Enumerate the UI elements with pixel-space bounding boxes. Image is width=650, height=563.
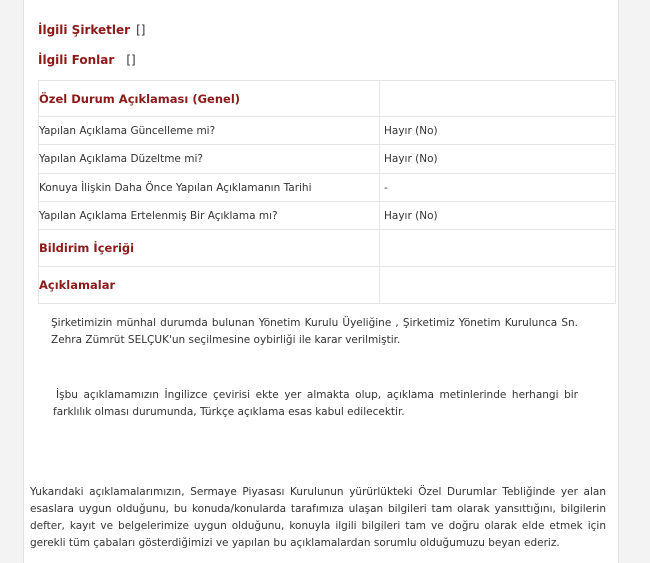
table-row xyxy=(39,267,616,304)
table-row xyxy=(39,81,616,117)
related-companies xyxy=(38,23,145,37)
related-funds-label: İlgili Fonlar xyxy=(38,53,115,67)
row-value: - xyxy=(380,174,616,202)
table-row xyxy=(39,174,616,202)
row-value: Hayır (No) xyxy=(380,145,616,174)
table-row xyxy=(39,117,616,145)
legal-statement: Yukarıdaki açıklamalarımızın, Sermaye Piyasası Kurulunun yürürlükteki Özel Durumlar Tebliğinde yer alan esaslara uygun olduğunu, bu konuda/konularda tarafımıza ulaşan bilgileri tam olarak yansıttığını, bilgilerin defter, kayıt ve belgelerimize uygun olduğunu, konuyla ilgili bilgileri tam ve doğru olarak elde etmek için gerekli tüm çabaları gösterdiğimizi ve yapılan bu açıklamalardan sorumlu olduğumuzu beyan ederiz. xyxy=(30,486,606,549)
related-companies-value: [] xyxy=(136,23,146,37)
disclosure-page xyxy=(23,0,619,563)
row-label: Yapılan Açıklama Güncelleme mi? xyxy=(39,117,380,145)
row-label: Yapılan Açıklama Ertelenmiş Bir Açıklama mı? xyxy=(39,202,380,230)
body-paragraph: Şirketimizin münhal durumda bulunan Yönetim Kurulu Üyeliğine , Şirketimiz Yönetim Kurulunca Sn. Zehra Zümrüt SELÇUK'un seçilmesine oybirliği ile karar verilmiştir. xyxy=(51,317,578,346)
row-label: Yapılan Açıklama Düzeltme mi? xyxy=(39,145,380,174)
explanations-heading: Açıklamalar xyxy=(39,267,380,304)
row-value: Hayır (No) xyxy=(380,117,616,145)
translation-note: İşbu açıklamamızın İngilizce çevirisi ekte yer almakta olup, açıklama metinlerinde herhangi bir farklılık olması durumunda, Türkçe açıklama esas kabul edilecektir. xyxy=(53,389,578,418)
table-row xyxy=(39,145,616,174)
related-funds-value: [] xyxy=(126,53,136,67)
disclosure-table xyxy=(38,80,616,304)
row-value: Hayır (No) xyxy=(380,202,616,230)
table-row xyxy=(39,202,616,230)
related-companies-label: İlgili Şirketler xyxy=(38,23,131,37)
row-label: Konuya İlişkin Daha Önce Yapılan Açıklamanın Tarihi xyxy=(39,174,380,202)
related-funds xyxy=(38,53,136,67)
table-row xyxy=(39,230,616,267)
disclosure-header: Özel Durum Açıklaması (Genel) xyxy=(39,81,380,117)
notification-content-heading: Bildirim İçeriği xyxy=(39,230,380,267)
